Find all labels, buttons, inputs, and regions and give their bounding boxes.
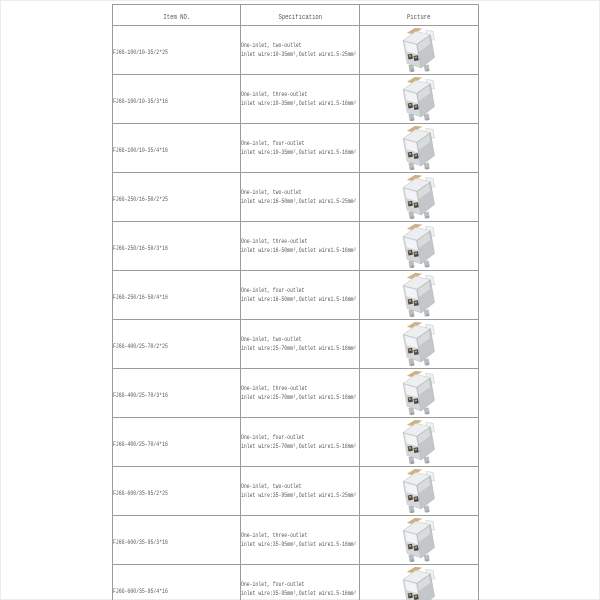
table-row [113,173,479,222]
table-row [113,271,479,320]
specification-cell [241,320,360,369]
item-no-cell [113,26,241,75]
picture-cell [360,173,479,222]
table-row [113,320,479,369]
terminal-block-photo-icon [399,222,439,270]
item-no-value: FJ6G-600/35-95/3*16 [113,539,168,546]
spec-line-outlet-config: One-inlet, two-outlet [241,483,302,490]
spec-line-wire-sizes: inlet wire:16-50mm²,Outlet wire1.5-16mm² [241,296,357,303]
item-no-value: FJ6G-600/35-95/2*25 [113,490,168,497]
terminal-block-photo-icon [399,565,439,600]
spec-line-outlet-config: One-inlet, two-outlet [241,189,302,196]
spec-line-outlet-config: One-inlet, four-outlet [241,140,305,147]
table-row [113,418,479,467]
specification-cell [241,467,360,516]
table-row [113,222,479,271]
spec-line-wire-sizes: inlet wire:16-50mm²,Outlet wire1.5-25mm² [241,198,357,205]
specification-cell [241,516,360,565]
item-no-cell [113,271,241,320]
terminal-block-photo-icon [399,320,439,368]
column-header-specification [241,5,360,26]
spec-line-wire-sizes: inlet wire:10-35mm²,Outlet wire1.5-16mm² [241,149,357,156]
item-no-cell [113,369,241,418]
column-header-item-no-label: Item NO. [163,14,190,22]
spec-line-outlet-config: One-inlet, three-outlet [241,238,308,245]
spec-line-wire-sizes: inlet wire:35-95mm²,Outlet wire1.5-16mm² [241,541,357,548]
specification-cell [241,271,360,320]
item-no-cell [113,173,241,222]
item-no-value: FJ6G-250/16-50/4*16 [113,294,168,301]
item-no-value: FJ6G-250/16-50/2*25 [113,196,168,203]
item-no-cell [113,418,241,467]
item-no-value: FJ6G-400/25-70/2*25 [113,343,168,350]
picture-cell [360,320,479,369]
spec-line-outlet-config: One-inlet, two-outlet [241,42,302,49]
specification-cell [241,565,360,600]
item-no-cell [113,467,241,516]
specification-cell [241,26,360,75]
spec-line-wire-sizes: inlet wire:35-95mm²,Outlet wire1.5-16mm² [241,590,357,597]
spec-line-wire-sizes: inlet wire:10-35mm²,Outlet wire1.5-25mm² [241,51,357,58]
terminal-block-photo-icon [399,369,439,417]
spec-line-outlet-config: One-inlet, four-outlet [241,581,305,588]
terminal-block-photo-icon [399,75,439,123]
terminal-block-photo-icon [399,124,439,172]
spec-line-outlet-config: One-inlet, three-outlet [241,91,308,98]
spec-line-wire-sizes: inlet wire:16-50mm²,Outlet wire1.5-16mm² [241,247,357,254]
specification-cell [241,75,360,124]
terminal-block-photo-icon [399,26,439,74]
picture-cell [360,124,479,173]
item-no-cell [113,222,241,271]
item-no-cell [113,320,241,369]
item-no-value: FJ6G-100/10-35/2*25 [113,49,168,56]
terminal-block-photo-icon [399,271,439,319]
terminal-block-photo-icon [399,418,439,466]
table-row [113,516,479,565]
specification-cell [241,222,360,271]
column-header-item-no [113,5,241,26]
spec-line-wire-sizes: inlet wire:25-70mm²,Outlet wire1.5-16mm² [241,443,357,450]
specification-cell [241,418,360,467]
terminal-block-photo-icon [399,467,439,515]
picture-cell [360,369,479,418]
table-row [113,369,479,418]
table-row [113,75,479,124]
item-no-cell [113,516,241,565]
spec-line-outlet-config: One-inlet, three-outlet [241,385,308,392]
spec-line-outlet-config: One-inlet, two-outlet [241,336,302,343]
table-row [113,124,479,173]
column-header-picture-label: Picture [407,14,431,22]
spec-line-wire-sizes: inlet wire:25-70mm²,Outlet wire1.5-16mm² [241,345,357,352]
item-no-value: FJ6G-600/35-95/4*16 [113,588,168,595]
picture-cell [360,26,479,75]
table-body [113,26,479,600]
spec-line-wire-sizes: inlet wire:10-35mm²,Outlet wire1.5-16mm² [241,100,357,107]
item-no-value: FJ6G-100/10-35/3*16 [113,98,168,105]
picture-cell [360,222,479,271]
header-row [113,5,479,26]
item-no-value: FJ6G-100/10-35/4*16 [113,147,168,154]
item-no-cell [113,565,241,600]
table-row [113,565,479,600]
item-no-value: FJ6G-250/16-50/3*16 [113,245,168,252]
item-no-cell [113,75,241,124]
spec-line-wire-sizes: inlet wire:35-95mm²,Outlet wire1.5-25mm² [241,492,357,499]
picture-cell [360,75,479,124]
table-row [113,467,479,516]
item-no-value: FJ6G-400/25-70/3*16 [113,392,168,399]
spec-line-outlet-config: One-inlet, four-outlet [241,434,305,441]
specification-cell [241,369,360,418]
spec-line-outlet-config: One-inlet, four-outlet [241,287,305,294]
picture-cell [360,467,479,516]
picture-cell [360,271,479,320]
item-no-value: FJ6G-400/25-70/4*16 [113,441,168,448]
column-header-specification-label: Specification [278,14,322,22]
column-header-picture [360,5,479,26]
picture-cell [360,418,479,467]
terminal-block-photo-icon [399,516,439,564]
product-table [112,4,479,600]
item-no-cell [113,124,241,173]
spec-line-wire-sizes: inlet wire:25-70mm²,Outlet wire1.5-16mm² [241,394,357,401]
picture-cell [360,516,479,565]
spec-line-outlet-config: One-inlet, three-outlet [241,532,308,539]
specification-cell [241,173,360,222]
terminal-block-photo-icon [399,173,439,221]
picture-cell [360,565,479,600]
specification-cell [241,124,360,173]
table-row [113,26,479,75]
